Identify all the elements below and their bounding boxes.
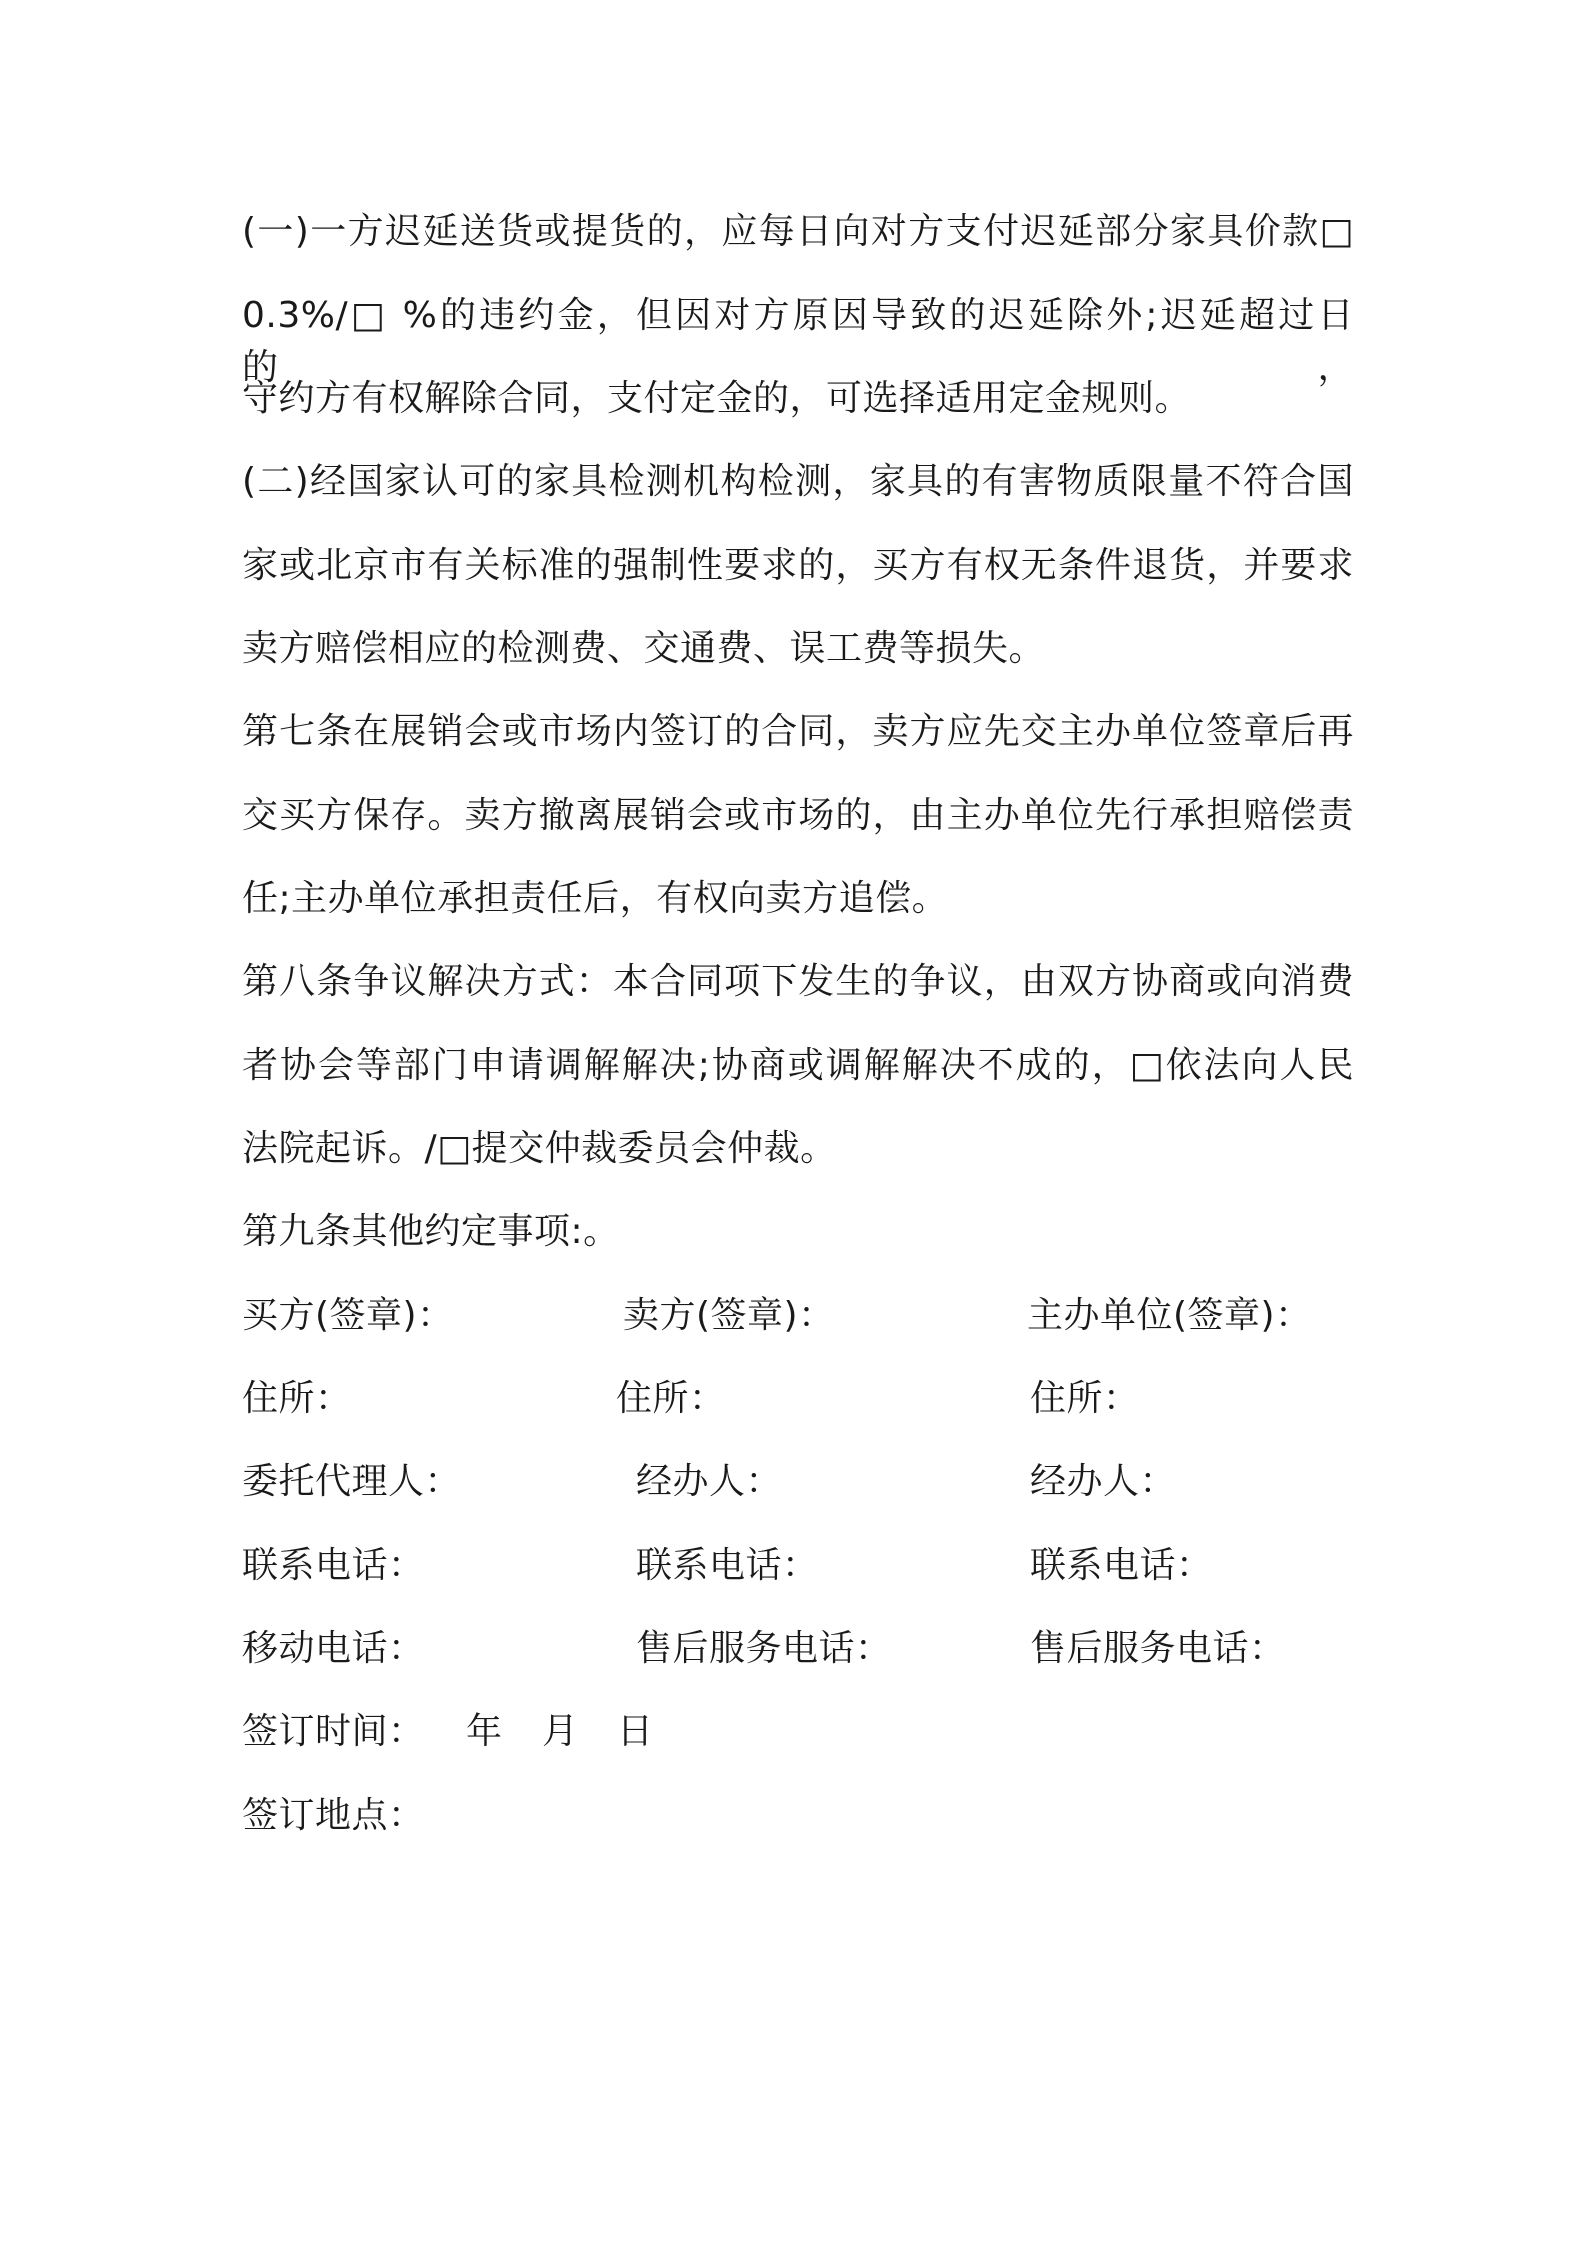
buyer-address-label: 住所： [242,1378,352,1419]
signing-time-year: 年 [466,1711,503,1752]
seller-address-label: 住所： [616,1378,726,1419]
seller-signature-label: 卖方(签章)： [623,1295,835,1336]
clause-1-line-1: (一)一方迟延送货或提货的，应每日向对方支付迟延部分家具价款□ [242,211,1354,252]
signing-place-label: 签订地点： [242,1795,425,1836]
signing-time-day: 日 [617,1711,654,1752]
article-7-line-1: 第七条在展销会或市场内签订的合同，卖方应先交主办单位签章后再 [242,711,1354,752]
organizer-signature-label: 主办单位(签章)： [1027,1295,1312,1336]
clause-2-line-1: (二)经国家认可的家具检测机构检测，家具的有害物质限量不符合国 [242,461,1354,502]
clause-2-line-3: 卖方赔偿相应的检测费、交通费、误工费等损失。 [242,628,1046,669]
article-7-line-2: 交买方保存。卖方撤离展销会或市场的，由主办单位先行承担赔偿责 [242,795,1354,836]
article-8-line-3: 法院起诉。/□提交仲裁委员会仲裁。 [242,1128,837,1169]
article-9-line-1: 第九条其他约定事项:。 [242,1211,620,1252]
article-8-line-2: 者协会等部门申请调解解决;协商或调解解决不成的，□依法向人民 [242,1045,1354,1086]
buyer-mobile-label: 移动电话： [242,1628,425,1669]
organizer-handler-label: 经办人： [1030,1461,1177,1502]
seller-aftersales-phone-label: 售后服务电话： [636,1628,892,1669]
article-7-line-3: 任;主办单位承担责任后，有权向卖方追偿。 [242,878,949,919]
signing-time-month: 月 [542,1711,579,1752]
signing-time-label: 签订时间： [242,1711,425,1752]
clause-1-line-2: 0.3%/□ %的违约金，但因对方原因导致的迟延除外;迟延超过日的， [242,295,1354,388]
organizer-phone-label: 联系电话： [1030,1545,1213,1586]
buyer-agent-label: 委托代理人： [242,1461,462,1502]
seller-handler-label: 经办人： [636,1461,783,1502]
organizer-aftersales-phone-label: 售后服务电话： [1030,1628,1286,1669]
buyer-phone-label: 联系电话： [242,1545,425,1586]
clause-1-line-3: 守约方有权解除合同，支付定金的，可选择适用定金规则。 [242,378,1192,419]
clause-2-line-2: 家或北京市有关标准的强制性要求的，买方有权无条件退货，并要求 [242,545,1354,586]
organizer-address-label: 住所： [1030,1378,1140,1419]
article-8-line-1: 第八条争议解决方式：本合同项下发生的争议，由双方协商或向消费 [242,961,1354,1002]
buyer-signature-label: 买方(签章)： [242,1295,454,1336]
seller-phone-label: 联系电话： [636,1545,819,1586]
